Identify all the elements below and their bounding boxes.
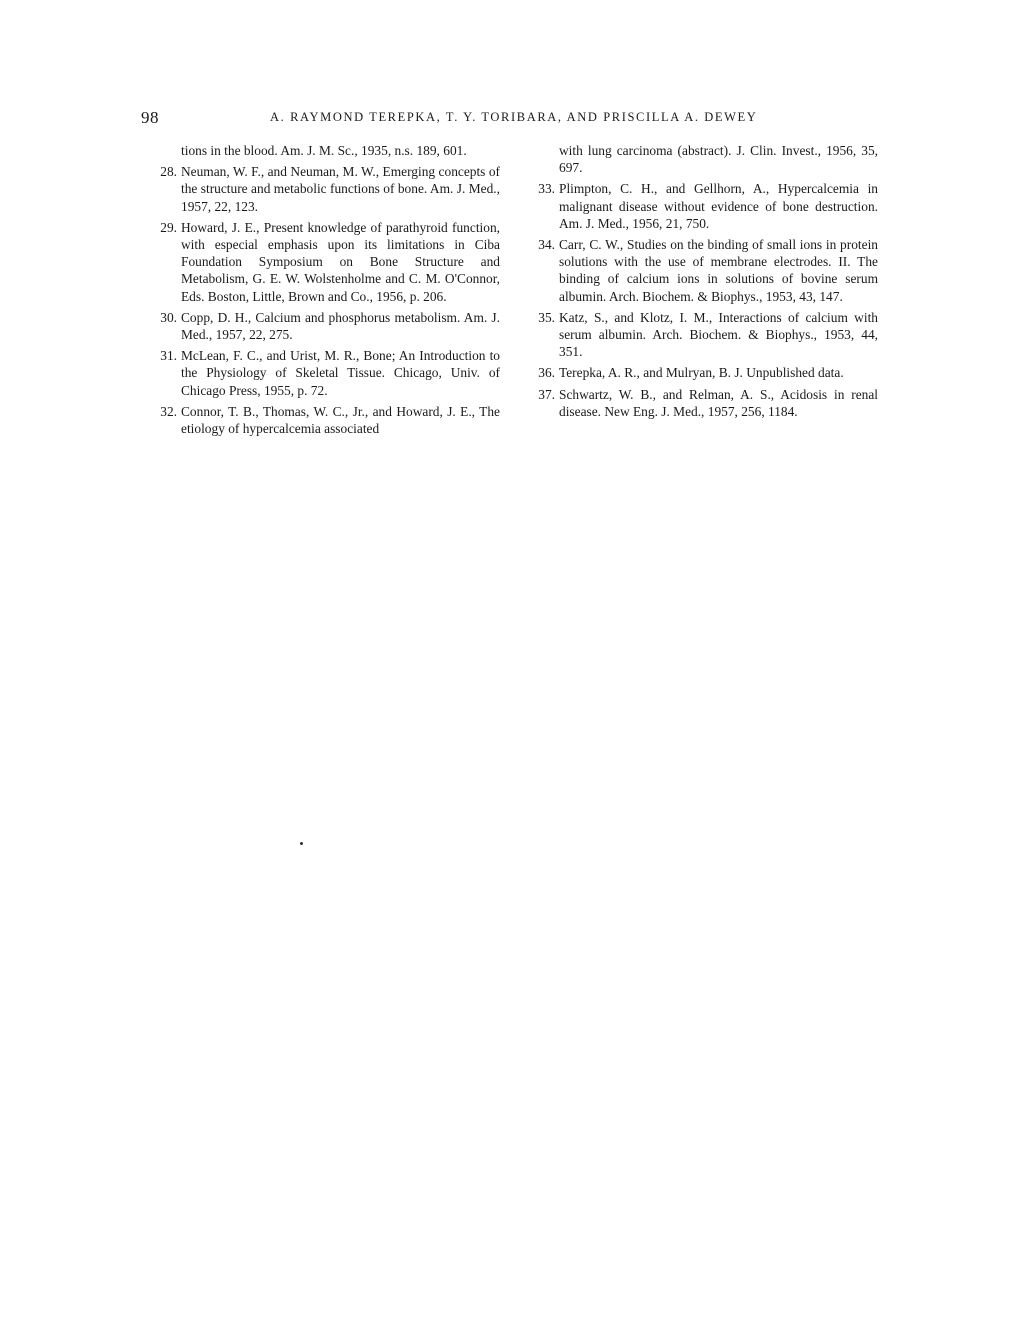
right-column (538, 142, 878, 424)
reference-37 (538, 386, 878, 420)
continued-reference: tions in the blood. Am. J. M. Sc., 1935, n.s. 189, 601. (181, 143, 467, 158)
left-column (160, 142, 500, 441)
reference-36 (538, 364, 878, 381)
reference-number: 28. (160, 164, 177, 180)
reference-number: 36. (538, 365, 555, 381)
reference-number: 34. (538, 237, 555, 253)
reference-29 (160, 219, 500, 305)
reference-number: 32. (160, 403, 177, 419)
reference-31 (160, 347, 500, 399)
reference-text: Carr, C. W., Studies on the binding of small ions in protein solutions with the use of membrane electrodes. II. The binding of calcium ions in solutions of bovine serum albumin. Arch. Biochem. & Biophys., 1953, 43, 147. (559, 237, 878, 304)
reference-32 (160, 403, 500, 437)
reference-text: Katz, S., and Klotz, I. M., Interactions of calcium with serum albumin. Arch. Biochem. & Biophys., 1953, 44, 351. (559, 309, 878, 360)
continued-reference: with lung carcinoma (abstract). J. Clin. Invest., 1956, 35, 697. (559, 143, 878, 176)
reference-text: Plimpton, C. H., and Gellhorn, A., Hypercalcemia in malignant disease without evidence of bone destruction. Am. J. Med., 1956, 21, 750. (559, 181, 878, 231)
reference-number: 30. (160, 309, 177, 325)
reference-text: Howard, J. E., Present knowledge of parathyroid function, with especial emphasis upon its limitations in Ciba Foundation Symposium on Bone Structure and Metabolism, G. E. W. Wolstenholme and C. M. O'Connor, Eds. Boston, Little, Brown and Co., 1956, p. 206. (181, 219, 500, 304)
running-head: A. RAYMOND TEREPKA, T. Y. TORIBARA, AND PRISCILLA A. DEWEY (270, 110, 758, 124)
reference-number: 35. (538, 309, 555, 325)
reference-text: Schwartz, W. B., and Relman, A. S., Acidosis in renal disease. New Eng. J. Med., 1957, 256, 1184. (559, 386, 878, 419)
reference-number: 37. (538, 386, 555, 402)
reference-34 (538, 236, 878, 305)
reference-number: 29. (160, 219, 177, 235)
reference-number: 33. (538, 181, 555, 197)
reference-text: McLean, F. C., and Urist, M. R., Bone; An Introduction to the Physiology of Skeletal Tissue. Chicago, Univ. of Chicago Press, 1955, p. 72. (181, 348, 500, 398)
reference-28 (160, 163, 500, 215)
reference-35 (538, 309, 878, 361)
stray-ink-dot (300, 842, 303, 845)
reference-text: Connor, T. B., Thomas, W. C., Jr., and Howard, J. E., The etiology of hypercalcemia associated (181, 403, 500, 437)
reference-30 (160, 309, 500, 343)
reference-number: 31. (160, 348, 177, 364)
page-number: 98 (141, 108, 159, 127)
reference-text: Copp, D. H., Calcium and phosphorus metabolism. Am. J. Med., 1957, 22, 275. (181, 309, 500, 343)
reference-33 (538, 180, 878, 232)
reference-text: Neuman, W. F., and Neuman, M. W., Emerging concepts of the structure and metabolic functions of bone. Am. J. Med., 1957, 22, 123. (181, 164, 500, 214)
reference-text: Terepka, A. R., and Mulryan, B. J. Unpublished data. (559, 365, 844, 381)
